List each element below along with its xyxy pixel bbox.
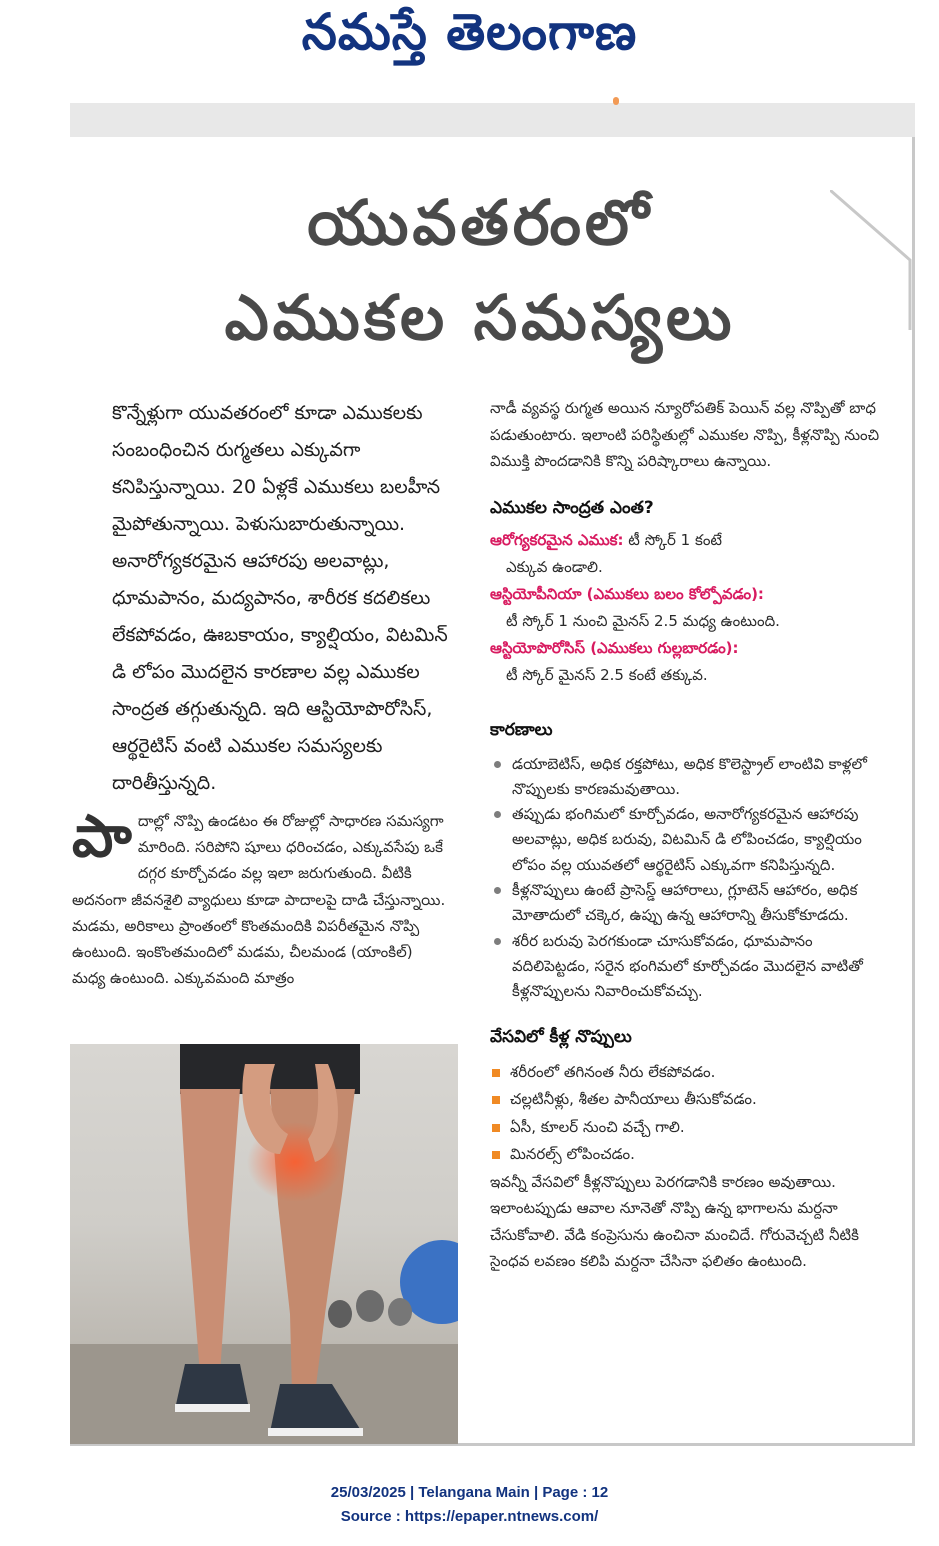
body-paragraph [72, 802, 450, 991]
list-item: శరీర బరువు పెరగకుండా చూసుకోవడం, ధూమపానం వదిలిపెట్టడం, సరైన భంగిమలో కూర్చోవడం మొదలైన వాటితో కీళ్లనొప్పులను నివారించుకోవచ్చు. [490, 929, 890, 1005]
masthead-logo [0, 0, 939, 76]
density-value: టీ స్కోర్ 1 కంటే [628, 531, 722, 549]
knee-pain-illustration [70, 1044, 458, 1444]
summer-list [490, 1059, 890, 1169]
density-value: ఎక్కువ ఉండాలి. [506, 558, 603, 576]
intro-paragraph: కొన్నేళ్లుగా యువతరంలో కూడా ఎముకలకు సంబంధించిన రుగ్మతలు ఎక్కువగా కనిపిస్తున్నాయి. 20 ఏళ్లకే ఎముకలు బలహీన మైపోతున్నాయి. పెళుసుబారుతున్నాయి. అనారోగ్యకరమైన ఆహారపు అలవాట్లు, ధూమపానం, మద్యపానం, శారీరక కదలికలు లేకపోవడం, ఊబకాయం, క్యాల్షియం, విటమిన్ డి లోపం మొదలైన కారణాల వల్ల ఎముకల సాంద్రత తగ్గుతున్నది. ఇది ఆస్టియోపొరోసిస్, ఆర్థరైటిస్ వంటి ఎముకల సమస్యలకు దారితీస్తున్నది. [112, 402, 448, 794]
density-item [490, 527, 890, 554]
density-item [490, 581, 890, 608]
density-label: ఆస్టియోపీనియా (ఎముకలు బలం కోల్పోవడం): [490, 585, 764, 603]
list-item: కీళ్లనొప్పులు ఉంటే ప్రాసెస్డ్ ఆహారాలు, గ్లూటెన్ ఆహారం, అధిక మోతాదులో చక్కెర, ఉప్పు ఉన్న ఆహారాన్ని తీసుకోకూడదు. [490, 878, 890, 929]
masthead-title: నమస్తే తెలంగాణ [301, 2, 638, 61]
list-item: డయాబెటిస్, అధిక రక్తపోటు, అధిక కొలెస్ట్రాల్ లాంటివి కాళ్లలో నొప్పులకు కారణమవుతాయి. [490, 752, 890, 803]
continuation-paragraph: నాడీ వ్యవస్థ రుగ్మత అయిన న్యూరోపతిక్ పెయిన్ వల్ల నొప్పితో బాధ పడుతుంటారు. ఇలాంటి పరిస్థితుల్లో ఎముకల నొప్పి, కీళ్లనొప్పి నుంచి విముక్తి పొందడానికి కొన్ని పరిష్కారాలు ఉన్నాయి. [490, 399, 880, 470]
headline-line-1: యువతరంలో [307, 186, 653, 259]
knee-pain-photo [70, 1044, 458, 1444]
summer-heading: వేసవిలో కీళ్ల నొప్పులు [490, 1027, 632, 1048]
band-marker [613, 97, 619, 105]
headline-line-2: ఎముకల సమస్యలు [224, 281, 736, 354]
density-item [490, 635, 890, 662]
density-value: టీ స్కోర్ మైనస్ 2.5 కంటే తక్కువ. [506, 666, 708, 684]
list-item: మినరల్స్ లోపించడం. [490, 1141, 890, 1169]
header-band [70, 103, 915, 137]
density-label: ఆస్టియోపొరోసిస్ (ఎముకలు గుల్లబారడం): [490, 639, 739, 657]
list-item: శరీరంలో తగినంత నీరు లేకపోవడం. [490, 1059, 890, 1087]
closing-paragraph: ఇవన్నీ వేసవిలో కీళ్లనొప్పులు పెరగడానికి కారణం అవుతాయి. ఇలాంటప్పుడు ఆవాల నూనెతో నొప్పి ఉన్న భాగాలను మర్దనా చేసుకోవాలి. వేడి కంప్రెసును ఉంచినా మంచిదే. గోరువెచ్చటి నీటికి సైంధవ లవణం కలిపి మర్దనా చేసినా ఫలితం ఉంటుంది. [490, 1172, 859, 1271]
body-paragraph-text: దాల్లో నొప్పి ఉండటం ఈ రోజుల్లో సాధారణ సమస్యగా మారింది. సరిపోని షూలు ధరించడం, ఎక్కువసేపు ఒకే దగ్గర కూర్చోవడం వల్ల ఇలా జరుగుతుంది. వీటికి అదనంగా జీవనశైలి వ్యాధులు కూడా పాదాలపై దాడి చేస్తున్నాయి. మడమ, అరికాలు ప్రాంతంలో కొంతమందికి విపరీతమైన నొప్పి ఉంటుంది. ఇంకొంతమందిలో మడమ, చీలమండ (యాంకిల్) మధ్య ఉంటుంది. ఎక్కువమంది మాత్రం [72, 812, 446, 988]
causes-heading: కారణాలు [490, 720, 553, 740]
footer-source-link[interactable]: Source : https://epaper.ntnews.com/ [340, 1508, 599, 1525]
density-label: ఆరోగ్యకరమైన ఎముక: [490, 531, 624, 549]
list-item: చల్లటినీళ్లు, శీతల పానీయాలు తీసుకోవడం. [490, 1086, 890, 1114]
right-column [490, 395, 890, 1275]
list-item: తప్పుడు భంగిమలో కూర్చోవడం, అనారోగ్యకరమైన ఆహారపు అలవాట్లు, అధిక బరువు, విటమిన్ డి లోపించడం, క్యాల్షియం లోపం వల్ల యువతలో ఆర్థరైటిస్ ఎక్కువగా కనిపిస్తున్నది. [490, 802, 890, 878]
drop-cap: పా [72, 802, 132, 870]
density-heading: ఎముకల సాంద్రత ఎంత? [490, 497, 654, 518]
density-value: టీ స్కోర్ 1 నుంచి మైనస్ 2.5 మధ్య ఉంటుంది. [506, 612, 780, 630]
footer-date-page: 25/03/2025 | Telangana Main | Page : 12 [330, 1484, 609, 1501]
density-definitions [490, 527, 890, 689]
list-item: ఏసీ, కూలర్ నుంచి వచ్చే గాలి. [490, 1114, 890, 1142]
article-headline [90, 175, 870, 365]
causes-list [490, 752, 890, 1005]
